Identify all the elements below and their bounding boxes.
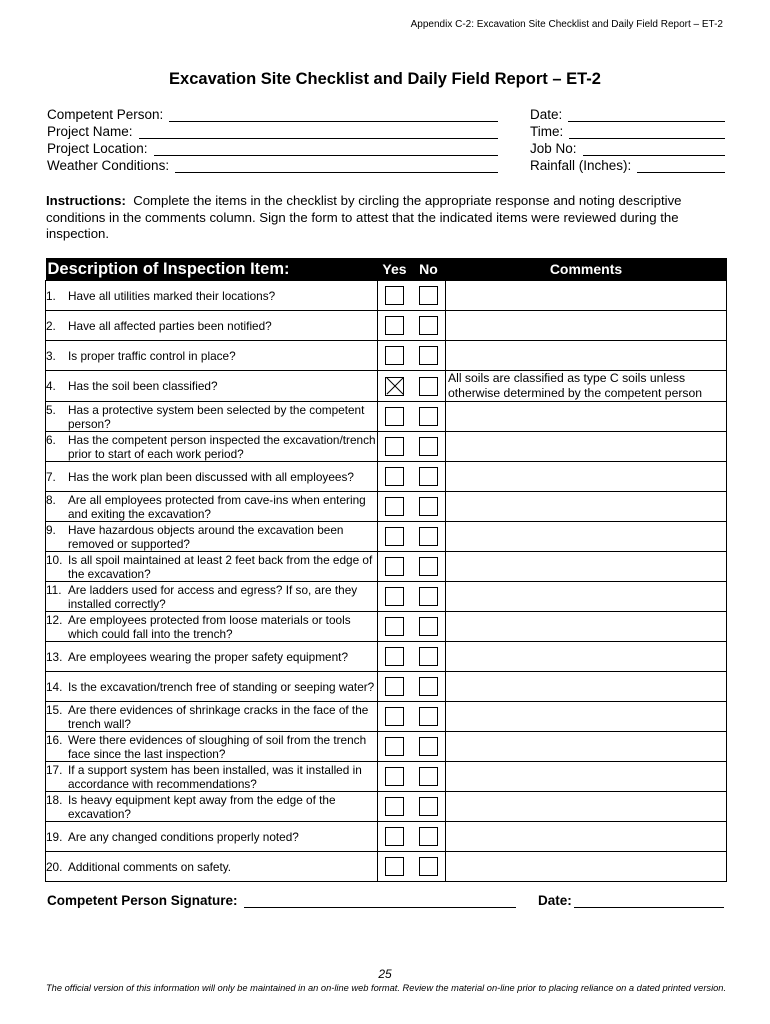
table-row (46, 732, 727, 762)
page-title: Excavation Site Checklist and Daily Field Report – ET-2 (169, 70, 601, 88)
table-row (46, 432, 727, 462)
field-label: Rainfall (Inches): (530, 158, 632, 173)
header-comments: Comments (446, 258, 727, 281)
date-field[interactable] (530, 107, 725, 122)
field-label: Job No: (530, 141, 577, 156)
comment-cell[interactable] (446, 311, 727, 341)
item-number: 17. (46, 762, 63, 777)
no-checkbox[interactable] (419, 467, 438, 486)
yes-checkbox[interactable] (385, 346, 404, 365)
table-row (46, 672, 727, 702)
item-description (46, 612, 378, 642)
no-checkbox[interactable] (419, 617, 438, 636)
item-text: Are all employees protected from cave-ins when entering and exiting the excavation? (68, 492, 366, 521)
field-line[interactable] (175, 158, 498, 173)
comment-cell[interactable] (446, 402, 727, 432)
yes-checkbox[interactable] (385, 527, 404, 546)
no-cell (412, 492, 446, 522)
no-cell (412, 522, 446, 552)
no-checkbox[interactable] (419, 407, 438, 426)
comment-cell[interactable] (446, 281, 727, 311)
comment-cell[interactable] (446, 552, 727, 582)
no-cell (412, 672, 446, 702)
yes-checkbox[interactable] (385, 497, 404, 516)
no-checkbox[interactable] (419, 497, 438, 516)
instructions-label: Instructions: (46, 193, 126, 208)
table-row (46, 341, 727, 371)
yes-cell (378, 582, 412, 612)
item-number: 15. (46, 702, 63, 717)
no-checkbox[interactable] (419, 346, 438, 365)
comment-cell[interactable] (446, 612, 727, 642)
yes-checkbox[interactable] (385, 707, 404, 726)
field-line[interactable] (139, 124, 498, 139)
item-number: 9. (46, 522, 56, 537)
item-description (46, 762, 378, 792)
no-checkbox[interactable] (419, 377, 438, 396)
appendix-header: Appendix C-2: Excavation Site Checklist and Daily Field Report – ET-2 (410, 19, 723, 30)
table-row (46, 311, 727, 341)
item-description (46, 822, 378, 852)
yes-cell (378, 762, 412, 792)
yes-cell (378, 672, 412, 702)
comment-cell[interactable] (446, 702, 727, 732)
item-text: Are there evidences of shrinkage cracks in the face of the trench wall? (68, 702, 369, 731)
item-description (46, 492, 378, 522)
table-header-row (46, 258, 727, 281)
table-row (46, 492, 727, 522)
yes-checkbox[interactable] (385, 316, 404, 335)
item-description (46, 402, 378, 432)
instructions (46, 193, 728, 243)
item-description (46, 552, 378, 582)
no-cell (412, 341, 446, 371)
item-description (46, 672, 378, 702)
no-checkbox[interactable] (419, 707, 438, 726)
field-label: Project Name: (47, 124, 133, 139)
no-checkbox[interactable] (419, 767, 438, 786)
no-cell (412, 612, 446, 642)
table-row (46, 281, 727, 311)
item-number: 16. (46, 732, 63, 747)
table-row (46, 462, 727, 492)
rainfall-field[interactable] (530, 158, 725, 173)
comment-cell[interactable] (446, 582, 727, 612)
no-cell (412, 462, 446, 492)
item-description (46, 371, 378, 402)
page-number: 25 (378, 967, 392, 981)
no-cell (412, 552, 446, 582)
signature-label: Competent Person Signature: (47, 893, 238, 908)
table-row (46, 852, 727, 882)
no-checkbox[interactable] (419, 587, 438, 606)
item-text: Were there evidences of sloughing of soil from the trench face since the last inspection? (68, 732, 367, 761)
item-text: Has the work plan been discussed with all employees? (68, 469, 354, 484)
yes-cell (378, 402, 412, 432)
comment-cell[interactable] (446, 852, 727, 882)
field-line[interactable] (154, 141, 498, 156)
yes-cell (378, 432, 412, 462)
yes-cell (378, 281, 412, 311)
item-number: 7. (46, 469, 56, 484)
yes-checkbox[interactable] (385, 557, 404, 576)
item-number: 11. (46, 582, 62, 597)
item-description (46, 311, 378, 341)
table-row (46, 402, 727, 432)
table-row (46, 702, 727, 732)
item-number: 3. (46, 348, 56, 363)
yes-cell (378, 852, 412, 882)
item-number: 6. (46, 432, 56, 447)
yes-checkbox[interactable] (385, 797, 404, 816)
comment-cell[interactable] (446, 642, 727, 672)
field-line[interactable] (583, 141, 725, 156)
no-checkbox[interactable] (419, 437, 438, 456)
field-line[interactable] (637, 158, 725, 173)
signature-date-line[interactable] (574, 893, 724, 908)
item-description (46, 522, 378, 552)
yes-checkbox[interactable] (385, 767, 404, 786)
signature-line[interactable] (244, 893, 516, 908)
comment-cell[interactable] (446, 672, 727, 702)
comment-cell[interactable] (446, 792, 727, 822)
header-no: No (412, 258, 446, 281)
yes-cell (378, 552, 412, 582)
item-text: Are ladders used for access and egress? If so, are they installed correctly? (68, 582, 358, 611)
item-description (46, 702, 378, 732)
item-number: 1. (46, 288, 56, 303)
yes-checkbox[interactable] (385, 377, 404, 396)
yes-cell (378, 732, 412, 762)
table-row (46, 552, 727, 582)
no-cell (412, 642, 446, 672)
item-description (46, 642, 378, 672)
time-field[interactable] (530, 124, 725, 139)
item-description (46, 341, 378, 371)
item-text: Has the soil been classified? (68, 379, 218, 393)
table-row (46, 792, 727, 822)
no-checkbox[interactable] (419, 857, 438, 876)
yes-checkbox[interactable] (385, 677, 404, 696)
yes-cell (378, 612, 412, 642)
weather-conditions-field[interactable] (47, 158, 498, 173)
item-number: 10. (46, 552, 63, 567)
item-number: 19. (46, 829, 63, 844)
item-text: Additional comments on safety. (68, 859, 232, 874)
signature-date-field[interactable] (538, 893, 724, 908)
no-checkbox[interactable] (419, 677, 438, 696)
footer-note: The official version of this information will only be maintained in an on-line web format. Review the material on-line prior to placing reliance on a dated printed version. (46, 983, 727, 993)
no-checkbox[interactable] (419, 827, 438, 846)
no-checkbox[interactable] (419, 557, 438, 576)
item-text: Is proper traffic control in place? (68, 348, 236, 363)
field-label: Weather Conditions: (47, 158, 170, 173)
field-label: Competent Person: (47, 107, 164, 122)
yes-cell (378, 462, 412, 492)
item-number: 14. (46, 679, 63, 694)
comment-cell[interactable] (446, 432, 727, 462)
item-description (46, 852, 378, 882)
no-cell (412, 792, 446, 822)
yes-cell (378, 792, 412, 822)
no-cell (412, 311, 446, 341)
item-text: Have all affected parties been notified? (68, 318, 272, 333)
project-location-field[interactable] (47, 141, 498, 156)
yes-checkbox[interactable] (385, 437, 404, 456)
table-row (46, 582, 727, 612)
yes-cell (378, 341, 412, 371)
no-cell (412, 371, 446, 402)
table-row (46, 642, 727, 672)
yes-checkbox[interactable] (385, 647, 404, 666)
yes-cell (378, 492, 412, 522)
item-description (46, 792, 378, 822)
yes-checkbox[interactable] (385, 407, 404, 426)
item-number: 2. (46, 318, 56, 333)
table-row (46, 371, 727, 402)
field-line[interactable] (169, 107, 498, 122)
no-checkbox[interactable] (419, 797, 438, 816)
item-number: 4. (46, 379, 56, 393)
yes-checkbox[interactable] (385, 827, 404, 846)
yes-checkbox[interactable] (385, 286, 404, 305)
yes-cell (378, 522, 412, 552)
competent-person-field[interactable] (47, 107, 498, 122)
item-text: Have hazardous objects around the excavation been removed or supported? (68, 522, 344, 551)
yes-cell (378, 702, 412, 732)
yes-checkbox[interactable] (385, 617, 404, 636)
job-no-field[interactable] (530, 141, 725, 156)
item-text: If a support system has been installed, was it installed in accordance with recommendations? (68, 762, 362, 791)
signature-field[interactable] (47, 893, 516, 908)
field-label: Project Location: (47, 141, 148, 156)
item-text: Are any changed conditions properly noted? (68, 829, 299, 844)
item-number: 13. (46, 649, 63, 664)
no-cell (412, 402, 446, 432)
comment-cell[interactable] (446, 462, 727, 492)
item-description (46, 432, 378, 462)
no-cell (412, 281, 446, 311)
item-description (46, 582, 378, 612)
header-description: Description of Inspection Item: (46, 258, 378, 281)
table-row (46, 612, 727, 642)
item-number: 12. (46, 612, 63, 627)
item-description (46, 462, 378, 492)
yes-cell (378, 822, 412, 852)
field-label: Date: (530, 107, 563, 122)
no-checkbox[interactable] (419, 527, 438, 546)
yes-cell (378, 311, 412, 341)
comment-cell[interactable] (446, 732, 727, 762)
item-number: 5. (46, 402, 56, 417)
no-cell (412, 822, 446, 852)
yes-cell (378, 642, 412, 672)
table-row (46, 522, 727, 552)
comment-cell[interactable] (446, 492, 727, 522)
yes-checkbox[interactable] (385, 857, 404, 876)
comment-cell[interactable] (446, 341, 727, 371)
signature-date-label: Date: (538, 893, 572, 908)
yes-checkbox[interactable] (385, 467, 404, 486)
item-number: 20. (46, 859, 63, 874)
no-cell (412, 762, 446, 792)
table-row (46, 762, 727, 792)
item-text: Are employees wearing the proper safety equipment? (68, 649, 349, 664)
no-checkbox[interactable] (419, 737, 438, 756)
no-checkbox[interactable] (419, 286, 438, 305)
header-yes: Yes (378, 258, 412, 281)
no-cell (412, 732, 446, 762)
comment-text: All soils are classified as type C soils unless otherwise determined by the competent person (448, 371, 703, 400)
item-text: Is heavy equipment kept away from the edge of the excavation? (68, 792, 336, 821)
no-cell (412, 852, 446, 882)
item-description (46, 732, 378, 762)
yes-checkbox[interactable] (385, 587, 404, 606)
comment-cell[interactable] (446, 522, 727, 552)
no-checkbox[interactable] (419, 316, 438, 335)
field-line[interactable] (569, 124, 725, 139)
no-checkbox[interactable] (419, 647, 438, 666)
inspection-table (45, 258, 727, 882)
project-name-field[interactable] (47, 124, 498, 139)
yes-checkbox[interactable] (385, 737, 404, 756)
no-cell (412, 582, 446, 612)
comment-cell[interactable] (446, 762, 727, 792)
item-number: 8. (46, 492, 56, 507)
table-row (46, 822, 727, 852)
item-description (46, 281, 378, 311)
no-cell (412, 432, 446, 462)
item-text: Have all utilities marked their locations? (68, 288, 276, 303)
item-text: Is all spoil maintained at least 2 feet back from the edge of the excavation? (68, 552, 373, 581)
item-text: Is the excavation/trench free of standing or seeping water? (68, 679, 375, 694)
no-cell (412, 702, 446, 732)
item-text: Has a protective system been selected by the competent person? (68, 402, 365, 431)
comment-cell[interactable] (446, 822, 727, 852)
comment-cell[interactable] (446, 371, 727, 402)
item-text: Has the competent person inspected the excavation/trench prior to start of each work period? (68, 432, 376, 461)
instructions-text: Complete the items in the checklist by circling the appropriate response and noting descriptive conditions in the comments column. Sign the form to attest that the indicated items were reviewed during the inspection. (46, 193, 682, 241)
item-text: Are employees protected from loose materials or tools which could fall into the trench? (68, 612, 351, 641)
field-label: Time: (530, 124, 564, 139)
item-number: 18. (46, 792, 63, 807)
field-line[interactable] (568, 107, 725, 122)
yes-cell (378, 371, 412, 402)
